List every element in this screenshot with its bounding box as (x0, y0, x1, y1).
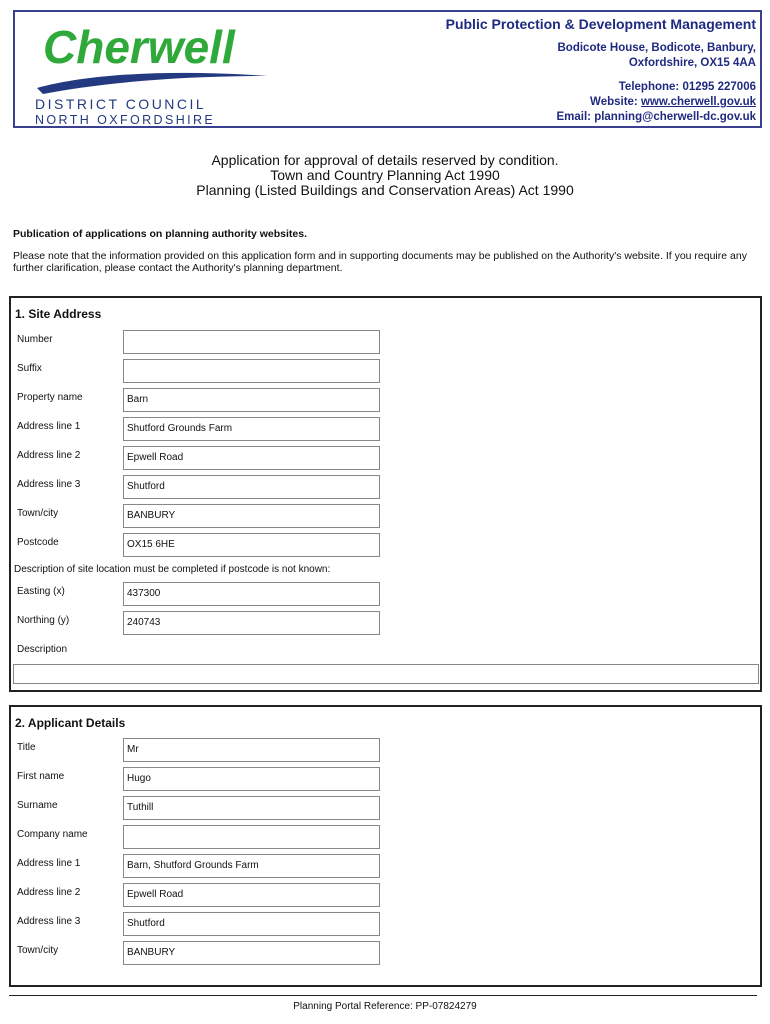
address-line-1-field[interactable]: Shutford Grounds Farm (123, 417, 380, 441)
postcode-field[interactable]: OX15 6HE (123, 533, 380, 557)
applicant-address-line-2-field[interactable]: Epwell Road (123, 883, 380, 907)
logo-wordmark: Cherwell (43, 21, 235, 73)
northing-field[interactable]: 240743 (123, 611, 380, 635)
field-label: Address line 1 (17, 858, 81, 869)
address-line-1: Bodicote House, Bodicote, Banbury, (557, 42, 756, 54)
field-label: Address line 3 (17, 916, 81, 927)
portal-reference: Planning Portal Reference: PP-07824279 (293, 1001, 477, 1012)
publication-heading: Publication of applications on planning authority websites. (13, 228, 308, 240)
surname-field[interactable]: Tuthill (123, 796, 380, 820)
applicant-town-city-field[interactable]: BANBURY (123, 941, 380, 965)
field-label: Address line 2 (17, 450, 81, 461)
header-banner (13, 10, 762, 128)
logo-swoosh-icon (35, 66, 275, 96)
applicant-details-section (9, 705, 762, 987)
publication-text: Please note that the information provided on this application form and in supporting documents may be published on the Authority's website. If you require any further clarification, please contact the Authority's planning department. (13, 250, 747, 274)
logo-district-council: DISTRICT COUNCIL (35, 96, 207, 112)
field-label: Easting (x) (17, 586, 65, 597)
logo-north-oxfordshire: NORTH OXFORDSHIRE (35, 113, 216, 127)
section-title: 2. Applicant Details (15, 716, 126, 730)
property-name-field[interactable]: Barn (123, 388, 380, 412)
applicant-address-line-3-field[interactable]: Shutford (123, 912, 380, 936)
website-line (446, 95, 756, 110)
address-line-2: Oxfordshire, OX15 4AA (628, 57, 756, 69)
suffix-field[interactable] (123, 359, 380, 383)
field-label: Address line 1 (17, 421, 81, 432)
title-line-2: Town and Country Planning Act 1990 (270, 167, 500, 183)
first-name-field[interactable]: Hugo (123, 767, 380, 791)
location-note: Description of site location must be completed if postcode is not known: (14, 564, 331, 575)
field-label: Postcode (17, 537, 59, 548)
field-label: Property name (17, 392, 83, 403)
address-line-3-field[interactable]: Shutford (123, 475, 380, 499)
field-label: Northing (y) (17, 615, 70, 626)
section-title: 1. Site Address (15, 307, 102, 321)
field-label: Address line 2 (17, 887, 81, 898)
number-field[interactable] (123, 330, 380, 354)
department-name: Public Protection & Development Management (445, 16, 756, 32)
address-line-2-field[interactable]: Epwell Road (123, 446, 380, 470)
website-link[interactable]: www.cherwell.gov.uk (640, 96, 756, 108)
website-label: Website: (590, 96, 641, 108)
field-label: Company name (17, 829, 88, 840)
site-address-section (9, 296, 762, 692)
field-label: Town/city (17, 508, 59, 519)
field-label: First name (17, 771, 65, 782)
contact-block (446, 16, 756, 125)
field-label: Address line 3 (17, 479, 81, 490)
field-label: Surname (17, 800, 58, 811)
description-field[interactable] (13, 664, 759, 684)
easting-field[interactable]: 437300 (123, 582, 380, 606)
town-city-field[interactable]: BANBURY (123, 504, 380, 528)
form-titles (0, 153, 770, 198)
field-label: Suffix (17, 363, 42, 374)
applicant-address-line-1-field[interactable]: Barn, Shutford Grounds Farm (123, 854, 380, 878)
field-label: Town/city (17, 945, 59, 956)
footer-divider (9, 995, 757, 996)
title-field[interactable]: Mr (123, 738, 380, 762)
field-label: Title (17, 742, 36, 753)
company-name-field[interactable] (123, 825, 380, 849)
email[interactable]: Email: planning@cherwell-dc.gov.uk (556, 111, 756, 123)
cherwell-logo (35, 18, 275, 128)
title-line-3: Planning (Listed Buildings and Conservation Areas) Act 1990 (196, 182, 574, 198)
field-label: Description (17, 644, 68, 655)
title-line-1: Application for approval of details reserved by condition. (211, 152, 559, 168)
field-label: Number (17, 334, 53, 345)
telephone: Telephone: 01295 227006 (618, 81, 756, 93)
